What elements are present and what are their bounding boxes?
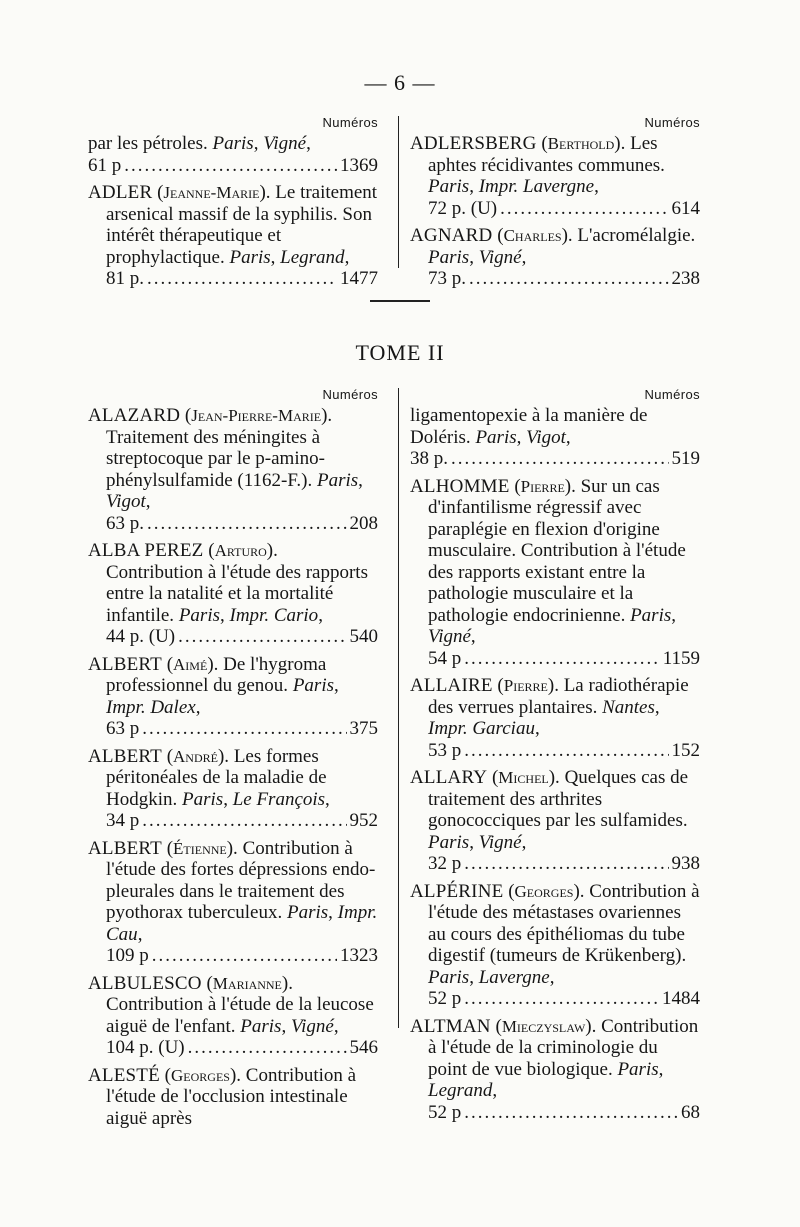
entry-title: L'acromélalgie. xyxy=(577,225,696,246)
author-given-name: Mieczyslaw xyxy=(501,1016,586,1036)
leader-dots xyxy=(464,740,668,762)
author-name: ALBULESCO xyxy=(88,972,202,994)
publisher-info: Impr. Lavergne xyxy=(478,176,595,197)
bibliography-entry xyxy=(410,675,700,761)
page-count: 34 p xyxy=(106,810,140,831)
author-name: ALTMAN xyxy=(410,1015,491,1037)
entry-number: 238 xyxy=(671,268,700,289)
publisher-info: Vigot xyxy=(526,426,566,448)
bibliography-entry xyxy=(88,133,378,176)
publisher-info: Paris xyxy=(428,966,470,988)
entry-tail xyxy=(106,945,378,967)
publisher-info: Nantes xyxy=(602,696,655,718)
entry-body: ALAZARD (Jean-Pierre-Marie). Traitement des méningites à streptocoque par le p-amino-phénylsulfamide (1162-F.). Paris, Vigot, xyxy=(88,405,363,512)
author-name: ALESTÉ xyxy=(88,1064,160,1086)
bibliography-entry xyxy=(88,540,378,648)
publisher-info: Impr. Dalex xyxy=(106,696,196,718)
entry-title: Les aphtes récidivantes communes. xyxy=(428,133,665,176)
entry-title: Contribution à l'étude des rapports entre la natalité et la mortalité infantile. xyxy=(106,561,368,626)
page-count: 54 p xyxy=(428,647,462,669)
entry-body: ligamentopexie à la manière de Doléris. Paris, Vigot, xyxy=(410,405,648,448)
page-count: 44 p. (U) xyxy=(106,626,176,647)
author-given-name: Arturo xyxy=(214,541,267,560)
entry-tail xyxy=(428,853,700,875)
entry-title: De l'hygroma professionnel du genou. xyxy=(106,653,327,696)
column-header: Numéros xyxy=(644,115,700,130)
publisher-info: Paris xyxy=(286,902,329,923)
author-given-name: Jean-Pierre-Marie xyxy=(191,406,322,425)
page-count: 38 p. xyxy=(410,448,448,469)
bibliography-entry xyxy=(410,225,700,290)
entry-tail xyxy=(428,988,700,1010)
entry-number: 68 xyxy=(681,1101,700,1123)
bibliography-entry xyxy=(88,405,378,534)
entry-tail xyxy=(106,626,378,648)
leader-dots xyxy=(469,268,669,290)
bibliography-entry xyxy=(410,476,700,670)
author-name: ALBERT xyxy=(88,745,162,767)
entry-title: ligamentopexie à la manière de Doléris. xyxy=(410,405,648,448)
entry-title: Les formes péritonéales de la maladie de Hodgkin. xyxy=(106,745,327,810)
leader-dots xyxy=(464,1102,678,1124)
page-count: 63 p xyxy=(106,718,140,739)
entry-text: , xyxy=(306,133,311,154)
bibliography-entry xyxy=(410,405,700,470)
entry-tail xyxy=(428,1102,700,1124)
entry-title: Le traitement arsenical massif de la syphilis. Son intérêt thérapeutique et prophylactique. xyxy=(106,182,378,268)
page-number: — 6 — xyxy=(364,70,436,95)
publisher-info: Paris xyxy=(428,176,470,197)
publisher-info: Legrand xyxy=(280,246,345,268)
entry-tail xyxy=(428,198,700,220)
entry-number: 1477 xyxy=(340,268,378,289)
entry-tail xyxy=(106,718,378,740)
page-count: 32 p xyxy=(428,853,462,874)
author-name: ALPÉRINE xyxy=(410,880,504,902)
leader-dots xyxy=(142,810,346,832)
entry-tail xyxy=(106,513,378,535)
entry-number: 519 xyxy=(671,448,700,469)
author-given-name: Jeanne-Marie xyxy=(163,183,260,202)
bibliography-entry xyxy=(410,767,700,875)
publisher-info: Vigot xyxy=(106,491,146,512)
leader-dots xyxy=(451,448,669,470)
leader-dots xyxy=(464,648,659,670)
publisher-info: Paris xyxy=(475,426,517,448)
author-name: ADLER xyxy=(88,182,153,203)
entry-number: 208 xyxy=(349,512,378,534)
leader-dots xyxy=(152,945,337,967)
bibliography-entry xyxy=(88,654,378,740)
entry-text: , xyxy=(253,133,264,154)
entry-title: Quelques cas de traitement des arthrites gonococciques par les sulfamides. xyxy=(428,767,689,831)
top-right-column xyxy=(410,112,700,296)
entry-tail xyxy=(428,648,700,670)
publisher-info: Vigné xyxy=(428,626,471,647)
entry-body xyxy=(88,133,311,154)
entry-text: par les pétroles. xyxy=(88,133,213,154)
tome-title: TOME II xyxy=(355,340,445,365)
entry-body: ALBERT (Aimé). De l'hygroma professionnel du genou. Paris, Impr. Dalex, xyxy=(88,653,339,718)
publisher-info: Paris xyxy=(178,604,220,626)
page-count: 52 p xyxy=(428,1101,462,1123)
entry-body: ALBULESCO (Marianne). Contribution à l'étude de la leucose aiguë de l'enfant. Paris, Vigné, xyxy=(88,972,374,1037)
publisher-info: Legrand xyxy=(428,1080,493,1101)
entry-title: Contribution à l'étude des métastases ovariennes au cours des épithéliomas du tube digestif (tumeurs de Krükenberg). xyxy=(428,880,700,966)
publisher-info: Vigné xyxy=(478,246,522,268)
author-name: AGNARD xyxy=(410,225,493,246)
publisher-info: Impr. Garciau xyxy=(428,718,535,739)
author-given-name: Marianne xyxy=(212,973,282,993)
publisher-info: Le François xyxy=(232,788,326,810)
author-given-name: Georges xyxy=(171,1065,230,1085)
entry-body: ALLARY (Michel). Quelques cas de traitement des arthrites gonococciques par les sulfamides. Paris, Vigné, xyxy=(410,767,689,853)
author-given-name: Étienne xyxy=(173,838,227,858)
top-left-column xyxy=(88,112,378,296)
column-header: Numéros xyxy=(322,387,378,402)
entry-number: 375 xyxy=(349,718,378,739)
entry-number: 1369 xyxy=(340,154,378,176)
leader-dots xyxy=(178,626,346,648)
publisher-info: Paris xyxy=(428,246,470,268)
entry-text: Vigné xyxy=(263,133,307,154)
entry-number: 1323 xyxy=(340,945,378,966)
page-count: 81 p. xyxy=(106,268,144,289)
bibliography-entry xyxy=(88,1065,378,1130)
publisher-info: Paris xyxy=(240,1015,282,1037)
entry-number: 614 xyxy=(671,197,700,219)
entry-body: ADLERSBERG (Berthold). Les aphtes récidivantes communes. Paris, Impr. Lavergne, xyxy=(410,133,665,197)
publisher-info: Vigné xyxy=(290,1015,334,1037)
entry-body: ALPÉRINE (Georges). Contribution à l'étude des métastases ovariennes au cours des épithéliomas du tube digestif (tumeurs de Krükenberg). Paris, Lavergne, xyxy=(410,880,700,988)
entry-number: 938 xyxy=(671,853,700,874)
entry-body: ALESTÉ (Georges). Contribution à l'étude de l'occlusion intestinale aiguë après xyxy=(88,1064,357,1129)
bibliography-entry xyxy=(88,746,378,832)
author-given-name: Michel xyxy=(498,768,549,787)
entry-tail xyxy=(88,155,378,177)
bibliography-entry xyxy=(88,838,378,967)
entry-tail xyxy=(106,1037,378,1059)
author-name: ALLAIRE xyxy=(410,675,493,696)
page-count: 61 p xyxy=(88,154,122,176)
column-divider-bottom xyxy=(398,388,399,1028)
author-given-name: Georges xyxy=(514,881,574,901)
publisher-info: Paris xyxy=(428,831,470,853)
leader-dots xyxy=(147,268,337,290)
column-header: Numéros xyxy=(644,387,700,402)
author-name: ALBA PEREZ xyxy=(88,540,204,561)
entry-title: Contribution à l'étude de la criminologie du point de vue biologique. xyxy=(428,1015,699,1080)
author-given-name: Aimé xyxy=(173,654,208,674)
publisher-info: Paris xyxy=(617,1058,659,1080)
bibliography-entry xyxy=(410,1016,700,1124)
entry-tail xyxy=(428,268,700,290)
author-name: ALLARY xyxy=(410,767,488,788)
leader-dots xyxy=(142,718,346,740)
entry-number: 952 xyxy=(349,810,378,831)
bottom-left-column xyxy=(88,384,378,1135)
entry-number: 152 xyxy=(671,739,700,761)
entry-body: ALBERT (Étienne). Contribution à l'étude des fortes dépressions endo-pleurales dans le traitement des pyothorax tuberculeux. Paris, Impr. Cau, xyxy=(88,837,378,945)
entry-tail xyxy=(410,448,700,470)
bottom-right-column xyxy=(410,384,700,1129)
publisher-info: Paris xyxy=(292,675,334,696)
entry-number: 1159 xyxy=(662,647,700,669)
entry-body: AGNARD (Charles). L'acromélalgie. Paris, Vigné, xyxy=(410,225,696,268)
bibliography-entry xyxy=(410,133,700,219)
author-name: ALBERT xyxy=(88,837,162,859)
page-count: 63 p. xyxy=(106,512,144,534)
bibliography-entry xyxy=(88,973,378,1059)
author-given-name: Berthold xyxy=(547,134,615,153)
column-divider-top xyxy=(398,116,399,268)
publisher-info: Impr. Cario xyxy=(229,604,319,626)
entry-number: 546 xyxy=(349,1037,378,1058)
entry-body: ALLAIRE (Pierre). La radiothérapie des verrues plantaires. Nantes, Impr. Garciau, xyxy=(410,675,689,739)
column-header: Numéros xyxy=(322,115,378,130)
page-count: 73 p. xyxy=(428,268,466,289)
publisher-info: Lavergne xyxy=(478,966,550,988)
bibliography-entry xyxy=(88,182,378,290)
entry-title: Traitement des méningites à streptocoque par le p-amino-phénylsulfamide (1162-F.). xyxy=(106,426,325,491)
leader-dots xyxy=(124,155,337,177)
page-count: 104 p. (U) xyxy=(106,1037,185,1058)
publisher-info: Vigné xyxy=(478,831,522,853)
publisher-info: Impr. Cau xyxy=(106,902,378,945)
publisher-info: Paris xyxy=(229,246,271,268)
entry-title: Contribution à l'étude de l'occlusion intestinale aiguë après xyxy=(106,1064,357,1129)
entry-number: 1484 xyxy=(662,988,700,1009)
author-given-name: Pierre xyxy=(520,476,565,496)
page-count: 52 p xyxy=(428,988,462,1009)
entry-tail xyxy=(428,740,700,762)
leader-dots xyxy=(188,1037,347,1059)
publisher-info: Paris xyxy=(182,788,224,810)
leader-dots xyxy=(147,513,347,535)
author-name: ALHOMME xyxy=(410,475,510,497)
leader-dots xyxy=(464,988,659,1010)
section-rule xyxy=(370,300,430,302)
entry-title: Contribution à l'étude des fortes dépressions endo-pleurales dans le traitement des pyothorax tuberculeux. xyxy=(106,837,376,923)
author-name: ALAZARD xyxy=(88,405,181,426)
author-given-name: André xyxy=(173,746,218,766)
bibliography-entry xyxy=(410,881,700,1010)
entry-body: ADLER (Jeanne-Marie). Le traitement arsenical massif de la syphilis. Son intérêt thérapeutique et prophylactique. Paris, Legrand, xyxy=(88,182,378,268)
entry-title: Contribution à l'étude de la leucose aiguë de l'enfant. xyxy=(106,994,374,1037)
entry-body: ALHOMME (Pierre). Sur un cas d'infantilisme régressif avec paraplégie en flexion d'origine musculaire. Contribution à l'étude des rapports existant entre la pathologie musculaire et la pathologie endocrinienne. Paris, Vigné, xyxy=(410,475,686,647)
entry-body: ALTMAN (Mieczyslaw). Contribution à l'étude de la criminologie du point de vue biologique. Paris, Legrand, xyxy=(410,1015,699,1101)
entry-tail xyxy=(106,810,378,832)
page-count: 53 p xyxy=(428,739,462,761)
entry-body: ALBERT (André). Les formes péritonéales de la maladie de Hodgkin. Paris, Le François, xyxy=(88,745,330,810)
entry-tail xyxy=(106,268,378,290)
leader-dots xyxy=(464,853,668,875)
author-given-name: Charles xyxy=(503,226,562,245)
publisher-info: Paris xyxy=(316,469,359,491)
entry-title: Sur un cas d'infantilisme régressif avec paraplégie en flexion d'origine musculaire. Contribution à l'étude des rapports existant entre la pathologie musculaire et la pathologie endocrinienne. xyxy=(428,475,686,626)
author-name: ALBERT xyxy=(88,653,162,675)
entry-text: Paris xyxy=(212,133,254,154)
author-given-name: Pierre xyxy=(503,676,548,695)
entry-body: ALBA PEREZ (Arturo). Contribution à l'étude des rapports entre la natalité et la mortalité infantile. Paris, Impr. Cario, xyxy=(88,540,368,626)
page-count: 72 p. (U) xyxy=(428,197,498,219)
author-name: ADLERSBERG xyxy=(410,133,537,154)
page-count: 109 p xyxy=(106,945,149,966)
entry-number: 540 xyxy=(349,626,378,647)
publisher-info: Paris xyxy=(630,604,672,626)
leader-dots xyxy=(500,198,668,220)
entry-title: La radiothérapie des verrues plantaires. xyxy=(428,675,689,718)
